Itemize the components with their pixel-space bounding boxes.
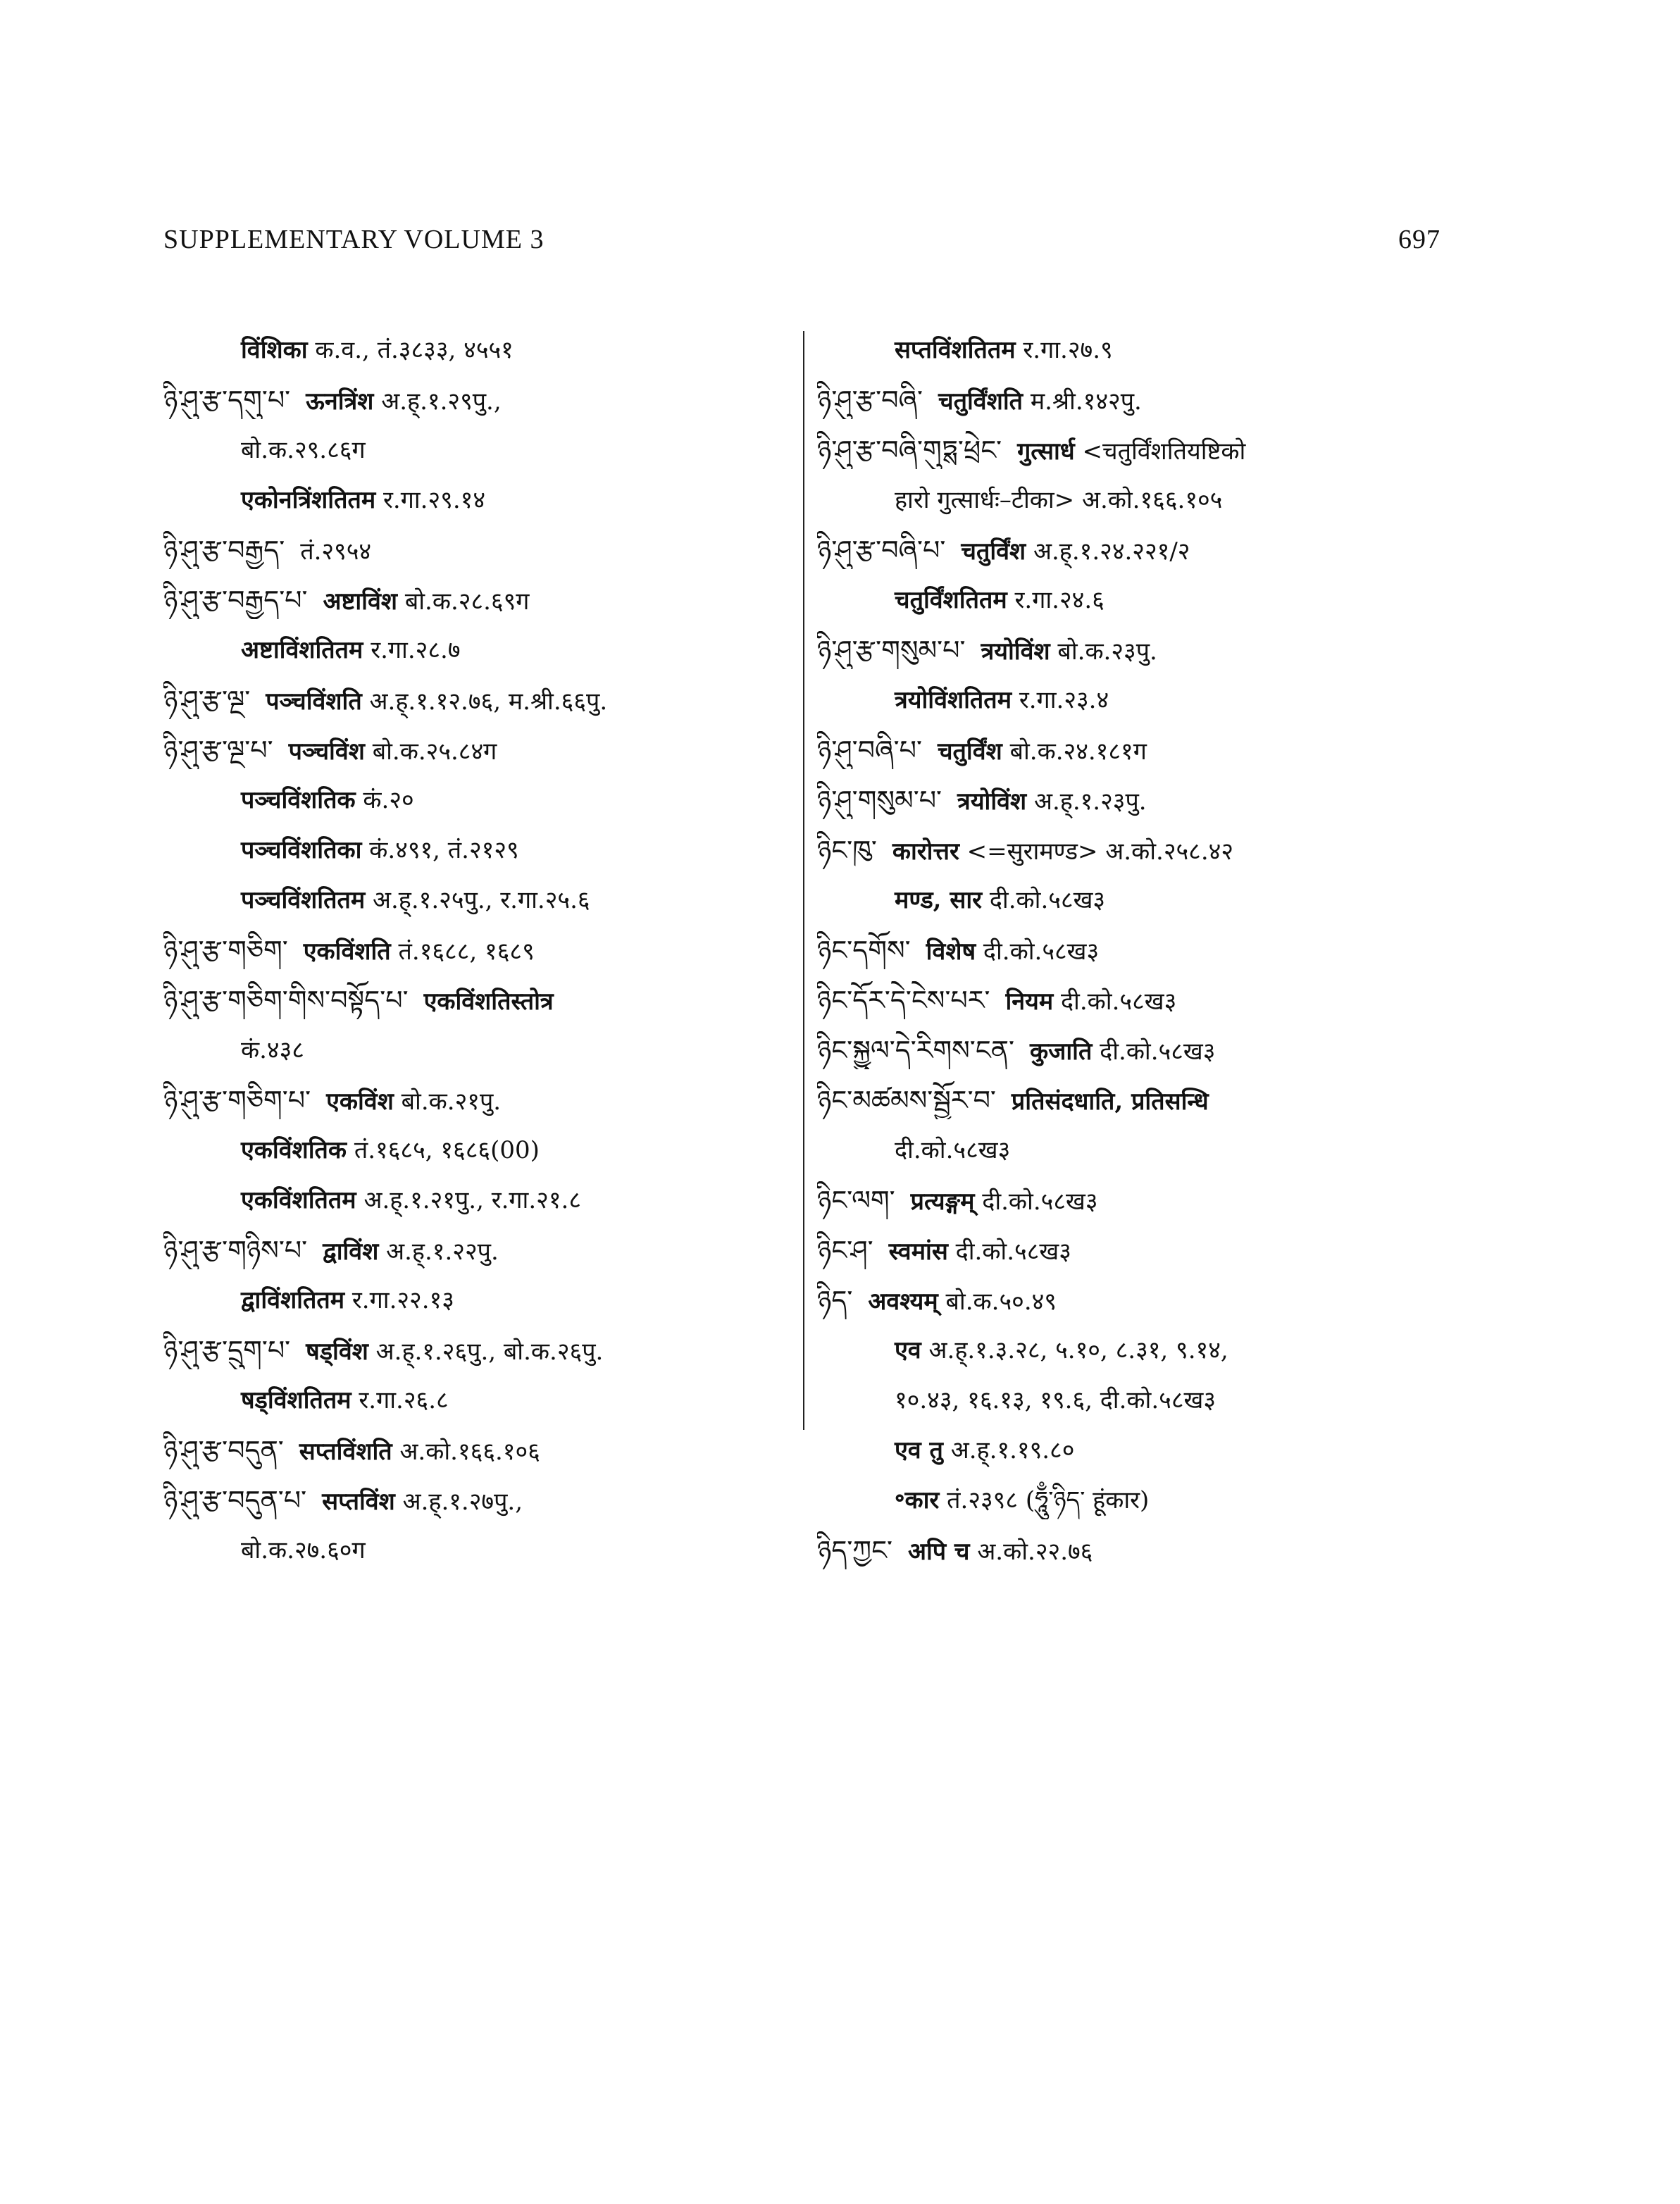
dictionary-entry [163, 331, 797, 369]
source-reference: अ.ह्.१.२७पु., [402, 1488, 523, 1516]
source-reference: दी.को.५८ख३ [895, 1136, 1011, 1164]
tibetan-headword: ཉིང་དོར་དེ་ངེས་པར་ [817, 985, 990, 1016]
dictionary-entry [817, 1481, 1437, 1519]
dictionary-entry [163, 1031, 797, 1069]
sanskrit-equivalent: प्रतिसंदधाति, प्रतिसन्धि [1011, 1088, 1209, 1116]
sanskrit-equivalent: कुजाति [1030, 1038, 1093, 1066]
tibetan-headword: ཉི་ཤུ་རྩ་དགུ་པ་ [163, 385, 291, 416]
dictionary-entry [163, 1481, 797, 1519]
dictionary-entry [163, 831, 797, 869]
source-reference: बो.क.२३पु. [1057, 637, 1157, 666]
dictionary-entry [163, 1181, 797, 1219]
tibetan-headword: ཉི་ཤུ་རྩ་ལྔ་པ་ [163, 735, 273, 766]
source-reference: अ.ह्.१.२९पु., [381, 387, 502, 416]
dictionary-entry [817, 1081, 1437, 1119]
source-reference: <=सुरामण्ड> अ.को.२५८.४२ [966, 838, 1234, 866]
dictionary-entry [163, 431, 797, 469]
source-reference: कं.४९१, तं.२१२९ [369, 836, 519, 864]
dictionary-entry [163, 681, 797, 719]
source-reference: दी.को.५८ख३ [983, 938, 1100, 966]
dictionary-entry [817, 531, 1437, 569]
sanskrit-equivalent: द्वाविंशतितम [241, 1286, 345, 1314]
tibetan-headword: ཉིད་ཀྱང་ [817, 1535, 892, 1566]
dictionary-entry [163, 781, 797, 819]
sanskrit-equivalent: एकविंश [326, 1088, 394, 1116]
source-reference: अ.ह्.१.२२पु. [386, 1238, 499, 1266]
sanskrit-equivalent: सप्तविंशतितम [895, 336, 1016, 364]
source-reference: अ.ह्.१.२४.२२१/२ [1033, 537, 1190, 566]
tibetan-headword: ཉི་ཤུ་རྩ་བཞི་ [817, 385, 923, 416]
sanskrit-equivalent: अवश्यम् [868, 1288, 938, 1316]
source-reference: तं.१६८८, १६८९ [398, 938, 535, 966]
page-header [163, 224, 1441, 266]
tibetan-headword: ཉིང་དགོས་ [817, 935, 911, 966]
tibetan-headword: ཉིད་ [817, 1285, 853, 1316]
tibetan-headword: ཉིང་སྐྱུལ་དེ་རིགས་ངན་ [817, 1035, 1014, 1066]
dictionary-entry [817, 731, 1437, 769]
dictionary-entry [817, 381, 1437, 419]
sanskrit-equivalent: प्रत्यङ्गम् [910, 1188, 975, 1216]
source-reference: बो.क.२५.८४ग [372, 737, 497, 766]
running-title: SUPPLEMENTARY VOLUME 3 [163, 225, 545, 254]
sanskrit-equivalent: अष्टाविंशतितम [241, 636, 363, 664]
sanskrit-equivalent: ऊनत्रिंश [306, 387, 374, 416]
tibetan-headword: ཉི་ཤུ་རྩ་བདུན་ [163, 1435, 284, 1466]
source-reference: बो.क.२८.६९ग [404, 587, 530, 616]
tibetan-headword: ཉིང་ཁུ་ [817, 835, 877, 866]
dictionary-entry [163, 1531, 797, 1569]
dictionary-entry [163, 1131, 797, 1169]
dictionary-entry [163, 731, 797, 769]
source-reference: अ.ह्.१.३.२८, ५.१०, ८.३१, ९.१४, [928, 1336, 1228, 1364]
source-reference: दी.को.५८ख३ [1100, 1038, 1216, 1066]
sanskrit-equivalent: त्रयोविंश [981, 637, 1050, 666]
sanskrit-equivalent: त्रयोविंशतितम [895, 686, 1012, 714]
tibetan-headword: ཉིང་ཤ་ [817, 1235, 873, 1266]
tibetan-headword: ཉི་ཤུ་རྩ་བཞི་པ་ [817, 535, 946, 566]
sanskrit-equivalent: पञ्चविंशतितम [241, 886, 366, 914]
sanskrit-equivalent: पञ्चविंशति [266, 687, 362, 716]
source-reference: र.गा.२४.६ [1014, 586, 1105, 614]
sanskrit-equivalent: मण्ड, सार [895, 886, 983, 914]
tibetan-headword: ཉི་ཤུ་རྩ་གཅིག་ [163, 935, 288, 966]
sanskrit-equivalent: षड्विंशतितम [241, 1386, 351, 1414]
dictionary-entry [163, 881, 797, 919]
sanskrit-equivalent: एकविंशतिक [241, 1136, 347, 1164]
dictionary-entry [817, 331, 1437, 369]
tibetan-headword: ཉི་ཤུ་བཞི་པ་ [817, 735, 922, 766]
source-reference: कं.२० [363, 786, 414, 814]
tibetan-headword: ཉི་ཤུ་རྩ་དྲུག་པ་ [163, 1335, 291, 1366]
source-reference: १०.४३, १६.१३, १९.६, दी.को.५८ख३ [895, 1386, 1216, 1414]
dictionary-entry [817, 1281, 1437, 1319]
dictionary-entry [817, 631, 1437, 669]
source-reference: दी.को.५८ख३ [955, 1238, 1071, 1266]
dictionary-entry [817, 581, 1437, 619]
page-number: 697 [1398, 225, 1441, 254]
dictionary-entry [817, 681, 1437, 719]
source-reference: अ.ह्.१.२६पु., बो.क.२६पु. [375, 1338, 604, 1366]
sanskrit-equivalent: विशेष [926, 938, 976, 966]
dictionary-entry [163, 1331, 797, 1369]
tibetan-headword: ཉི་ཤུ་རྩ་བརྒྱད་ [163, 535, 285, 566]
source-reference: दी.को.५८ख३ [1061, 988, 1177, 1016]
source-reference: बो.क.५०.४९ [945, 1288, 1057, 1316]
dictionary-entry [817, 1531, 1437, 1569]
dictionary-entry [163, 1281, 797, 1319]
dictionary-entry [817, 881, 1437, 919]
source-reference: अ.ह्.१.२१पु., र.गा.२१.८ [363, 1186, 582, 1214]
dictionary-entry [163, 631, 797, 669]
dictionary-entry [817, 931, 1437, 969]
source-reference: दी.को.५८ख३ [989, 886, 1106, 914]
sanskrit-equivalent: षड्विंश [306, 1338, 368, 1366]
source-reference: अ.ह्.१.२३पु. [1033, 787, 1147, 816]
sanskrit-equivalent: कारोत्तर [892, 838, 959, 866]
dictionary-entry [817, 1231, 1437, 1269]
tibetan-headword: ཉི་ཤུ་གསུམ་པ་ [817, 785, 942, 816]
tibetan-headword: ཉི་ཤུ་རྩ་བདུན་པ་ [163, 1485, 307, 1516]
source-reference: र.गा.२३.४ [1019, 686, 1109, 714]
dictionary-entry [163, 1381, 797, 1419]
source-reference: अ.को.१६६.१०६ [399, 1438, 540, 1466]
source-reference: तं.२३९८ (ཧཱུྃ་ཉིད་ हूंकार) [947, 1486, 1150, 1514]
source-reference: तं.१६८५, १६८६(00) [354, 1136, 540, 1164]
dictionary-entry [817, 1381, 1437, 1419]
tibetan-headword: ཉི་ཤུ་རྩ་གཅིག་གིས་བསྟོད་པ་ [163, 985, 409, 1016]
dictionary-entry [817, 481, 1437, 519]
source-reference: क.व., तं.३८३३, ४५५१ [315, 336, 514, 364]
sanskrit-equivalent: अपि च [907, 1538, 970, 1566]
sanskrit-equivalent: सप्तविंश [322, 1488, 395, 1516]
source-reference: हारो गुत्सार्धः–टीका> अ.को.१६६.१०५ [895, 486, 1223, 514]
sanskrit-equivalent: अष्टाविंश [323, 587, 397, 616]
dictionary-entry [163, 931, 797, 969]
source-reference: कं.४३८ [241, 1036, 304, 1064]
source-reference: बो.क.२४.१८१ग [1009, 737, 1147, 766]
source-reference: बो.क.२१पु. [401, 1088, 502, 1116]
sanskrit-equivalent: एकविंशतिस्तोत्र [423, 988, 554, 1016]
tibetan-headword: ཉིང་ལག་ [817, 1185, 895, 1216]
sanskrit-equivalent: एकविंशति [303, 938, 391, 966]
dictionary-entry [163, 581, 797, 619]
sanskrit-equivalent: ॰कार [895, 1486, 940, 1514]
sanskrit-equivalent: स्वमांस [888, 1238, 948, 1266]
dictionary-entry [817, 1181, 1437, 1219]
sanskrit-equivalent: एकविंशतितम [241, 1186, 356, 1214]
tibetan-headword: ཉི་ཤུ་རྩ་ལྔ་ [163, 685, 251, 716]
dictionary-entry [817, 981, 1437, 1019]
column-divider [803, 331, 804, 1430]
dictionary-entry [817, 1031, 1437, 1069]
sanskrit-equivalent: पञ्चविंश [288, 737, 365, 766]
sanskrit-equivalent: सप्तविंशति [299, 1438, 392, 1466]
sanskrit-equivalent: चतुर्विंश [937, 737, 1002, 766]
source-reference: र.गा.२७.९ [1023, 336, 1113, 364]
dictionary-entry [163, 1431, 797, 1469]
source-reference: र.गा.२६.८ [359, 1386, 449, 1414]
tibetan-headword: ཉིང་མཚམས་སྦྱོར་བ་ [817, 1085, 996, 1116]
sanskrit-equivalent: पञ्चविंशतिका [241, 836, 362, 864]
source-reference: तं.२९५४ [300, 537, 372, 566]
tibetan-headword: ཉི་ཤུ་རྩ་གཉིས་པ་ [163, 1235, 308, 1266]
right-column [817, 331, 1437, 1581]
source-reference: र.गा.२२.१३ [351, 1286, 454, 1314]
source-reference: अ.ह्.१.१९.८० [950, 1436, 1075, 1464]
sanskrit-equivalent: द्वाविंश [323, 1238, 379, 1266]
sanskrit-equivalent: एव तु [895, 1436, 943, 1464]
dictionary-entry [163, 531, 797, 569]
dictionary-entry [817, 831, 1437, 869]
source-reference: <चतुर्विंशतियष्टिको [1082, 437, 1246, 466]
sanskrit-equivalent: पञ्चविंशतिक [241, 786, 356, 814]
sanskrit-equivalent: चतुर्विंशति [938, 387, 1023, 416]
sanskrit-equivalent: एकोनत्रिंशतितम [241, 486, 376, 514]
source-reference: र.गा.२९.१४ [383, 486, 485, 514]
source-reference: अ.ह्.१.२५पु., र.गा.२५.६ [373, 886, 590, 914]
sanskrit-equivalent: चतुर्विंश [961, 537, 1026, 566]
source-reference: र.गा.२८.७ [371, 636, 461, 664]
dictionary-entry [163, 481, 797, 519]
source-reference: बो.क.२७.६०ग [241, 1536, 366, 1564]
sanskrit-equivalent: त्रयोविंश [957, 787, 1027, 816]
source-reference: अ.को.२२.७६ [977, 1538, 1093, 1566]
tibetan-headword: ཉི་ཤུ་རྩ་བརྒྱད་པ་ [163, 585, 308, 616]
dictionary-entry [163, 381, 797, 419]
tibetan-headword: ཉི་ཤུ་རྩ་གསུམ་པ་ [817, 635, 966, 666]
sanskrit-equivalent: गुत्सार्ध [1017, 437, 1075, 466]
sanskrit-equivalent: नियम [1005, 988, 1054, 1016]
dictionary-entry [817, 1331, 1437, 1369]
source-reference: म.श्री.१४२पु. [1030, 387, 1142, 416]
sanskrit-equivalent: विंशिका [241, 336, 308, 364]
tibetan-headword: ཉི་ཤུ་རྩ་གཅིག་པ་ [163, 1085, 311, 1116]
dictionary-entry [163, 981, 797, 1019]
sanskrit-equivalent: एव [895, 1336, 921, 1364]
dictionary-entry [817, 781, 1437, 819]
dictionary-entry [817, 1431, 1437, 1469]
tibetan-headword: ཉི་ཤུ་རྩ་བཞི་གུཏྶ་ཕྲེང་ [817, 435, 1002, 466]
left-column [163, 331, 797, 1581]
dictionary-entry [163, 1231, 797, 1269]
dictionary-entry [817, 1131, 1437, 1169]
dictionary-entry [163, 1081, 797, 1119]
source-reference: दी.को.५८ख३ [982, 1188, 1098, 1216]
dictionary-entry [817, 431, 1437, 469]
source-reference: अ.ह्.१.१२.७६, म.श्री.६६पु. [369, 687, 608, 716]
sanskrit-equivalent: चतुर्विंशतितम [895, 586, 1007, 614]
source-reference: बो.क.२९.८६ग [241, 436, 366, 464]
